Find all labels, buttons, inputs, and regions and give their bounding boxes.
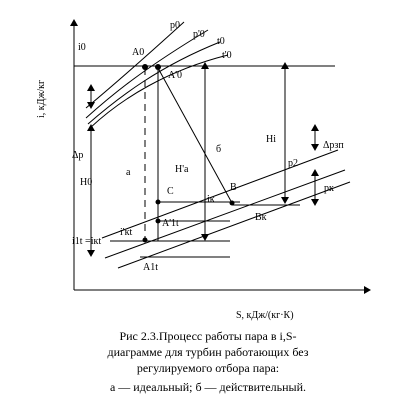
label-i1t: i1t =iкt <box>72 236 102 247</box>
caption-line-1: Рис 2.3.Процесс работы пара в i,S- <box>119 329 297 343</box>
label-p0: p0 <box>170 20 180 31</box>
label-a0-prime: A'0 <box>168 70 183 81</box>
label-a: a <box>126 167 131 178</box>
label-a1t: A1t <box>143 262 158 273</box>
label-pk: pк <box>324 183 334 194</box>
point-b <box>230 201 235 206</box>
caption-line-2: диаграмме для турбин работающих без <box>107 345 309 359</box>
caption-line-3: регулируемого отбора пара: <box>136 361 280 375</box>
label-bk: Bк <box>255 212 267 223</box>
label-ik: iк <box>207 194 215 205</box>
label-b: б <box>216 144 222 155</box>
point-c <box>156 200 161 205</box>
point-a1t <box>143 238 148 243</box>
isobar-pk <box>105 170 345 258</box>
caption-line-4: а — идеальный; б — действительный. <box>109 380 306 394</box>
label-dp: Δp <box>72 150 84 161</box>
label-dpzp: Δpзп <box>323 140 344 151</box>
label-hi: Hi <box>266 134 276 145</box>
label-hpa: H'a <box>175 164 189 175</box>
label-i0: i0 <box>78 42 86 53</box>
point-a1t-prime <box>156 219 161 224</box>
label-a1t-prime: A'1t <box>162 218 179 229</box>
label-ikt: i'кt <box>120 227 133 238</box>
label-a0: A0 <box>132 47 145 58</box>
label-p2: p2 <box>288 158 298 169</box>
isobar-p2 <box>102 150 338 238</box>
label-h0: H0 <box>80 177 93 188</box>
label-p0-prime: p'0 <box>193 29 205 40</box>
process-b <box>158 68 232 203</box>
label-b-point: B <box>230 182 237 193</box>
isobar-p0-prime <box>86 30 208 118</box>
isobar-p0 <box>86 22 184 108</box>
point-a0 <box>142 64 148 70</box>
label-t0-prime: t'0 <box>222 50 232 61</box>
x-axis-label: S, кДж/(кг·К) <box>236 310 294 321</box>
y-axis-label: i, кДж/кг <box>36 79 47 118</box>
label-c: C <box>167 186 174 197</box>
point-a0-prime <box>155 64 161 70</box>
label-t0: t0 <box>217 36 225 47</box>
